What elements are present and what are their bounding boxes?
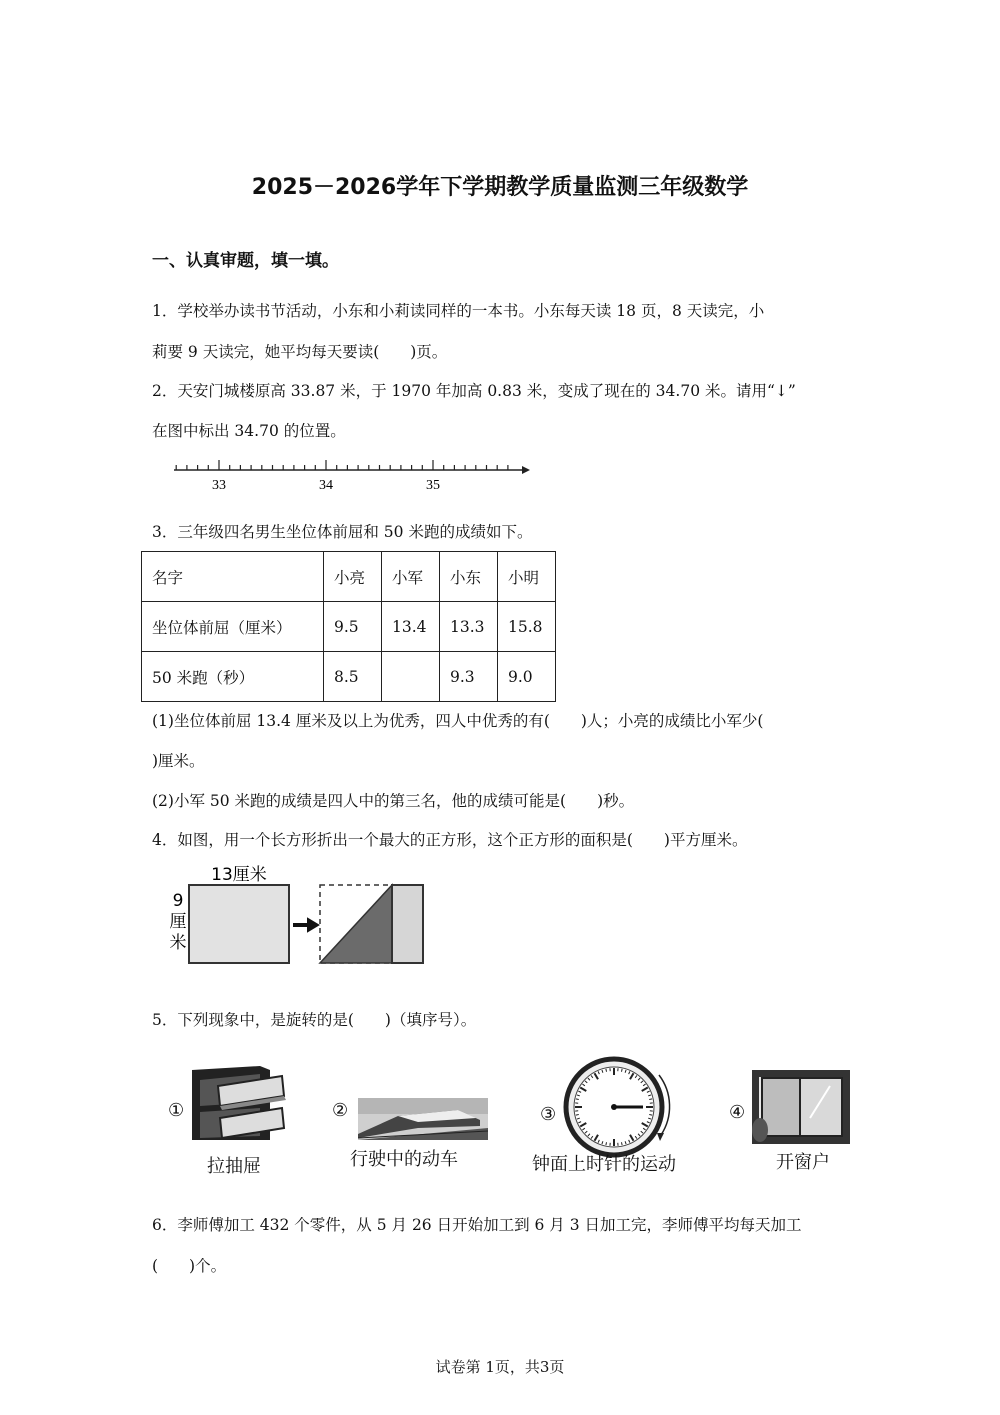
height-label-digit: 9 [172,891,184,911]
height-label-char-1: 厘 [169,912,187,932]
question-3-intro: 3．三年级四名男生坐位体前屈和 50 米跑的成绩如下。 [152,523,533,541]
option-4-number: ④ [729,1102,746,1123]
table-header-row [142,552,556,602]
option-1-number: ① [168,1100,185,1121]
window-icon [750,1068,852,1146]
option-4-label: 开窗户 [776,1152,830,1173]
fold-rectangle-figure [160,858,435,970]
original-rectangle [189,885,289,963]
question-1-line-1: 1．学校举办读书节活动，小东和小莉读同样的一本书。小东每天读 18 页，8 天读完，小 [152,302,765,320]
option-2-number: ② [332,1100,349,1121]
table-header-cell: 小明 [498,552,556,602]
score-table [141,551,556,702]
train-icon [358,1098,488,1140]
table-row [142,602,556,652]
question-6-line-2: ( )个。 [152,1257,227,1275]
question-3-sub-1-line-2: )厘米。 [152,752,205,770]
table-cell: 坐位体前屈（厘米） [142,602,324,652]
table-row [142,652,556,702]
table-header-cell: 小军 [382,552,440,602]
question-2-line-1: 2．天安门城楼原高 33.87 米，于 1970 年加高 0.83 米，变成了现在的 34.70 米。请用“↓” [152,382,796,400]
question-3-sub-1-line-1: (1)坐位体前屈 13.4 厘米及以上为优秀，四人中优秀的有( )人；小亮的成绩比小军少( [152,712,764,730]
table-header-cell: 名字 [142,552,324,602]
table-cell [382,652,440,702]
page-title: 2025－2026学年下学期教学质量监测三年级数学 [251,175,749,200]
table-header-cell: 小东 [440,552,498,602]
table-cell: 15.8 [498,602,556,652]
table-cell: 9.5 [324,602,382,652]
width-label: 13厘米 [211,865,267,885]
question-5-text: 5．下列现象中，是旋转的是( )（填序号）。 [152,1011,477,1029]
drawer-icon [190,1062,290,1142]
question-3-sub-2: (2)小军 50 米跑的成绩是四人中的第三名，他的成绩可能是( )秒。 [152,792,635,810]
tick-label-34: 34 [319,478,333,493]
table-cell: 9.0 [498,652,556,702]
table-header-cell: 小亮 [324,552,382,602]
question-6-line-1: 6．李师傅加工 432 个零件，从 5 月 26 日开始加工到 6 月 3 日加工完，李师傅平均每天加工 [152,1216,802,1234]
option-1-label: 拉抽屉 [207,1156,261,1177]
table-cell: 13.4 [382,602,440,652]
tick-label-33: 33 [212,478,226,493]
folded-triangle [320,885,392,963]
remaining-strip [392,885,423,963]
question-4-text: 4．如图，用一个长方形折出一个最大的正方形，这个正方形的面积是( )平方厘米。 [152,831,748,849]
page-footer: 试卷第 1页，共3页 [435,1358,565,1376]
height-label-char-2: 米 [169,933,187,953]
option-2-label: 行驶中的动车 [350,1149,458,1170]
arrow-right-icon [294,919,318,931]
question-1-line-2: 莉要 9 天读完，她平均每天要读( )页。 [152,343,448,361]
section-heading: 一、认真审题，填一填。 [152,251,339,271]
table-cell: 8.5 [324,652,382,702]
table-cell: 13.3 [440,602,498,652]
table-cell: 50 米跑（秒） [142,652,324,702]
option-3-label: 钟面上时针的运动 [532,1154,676,1175]
number-line [170,455,535,495]
option-3-number: ③ [540,1104,557,1125]
question-2-line-2: 在图中标出 34.70 的位置。 [152,422,346,440]
clock-icon [563,1053,675,1161]
tick-label-35: 35 [426,478,440,493]
table-cell: 9.3 [440,652,498,702]
